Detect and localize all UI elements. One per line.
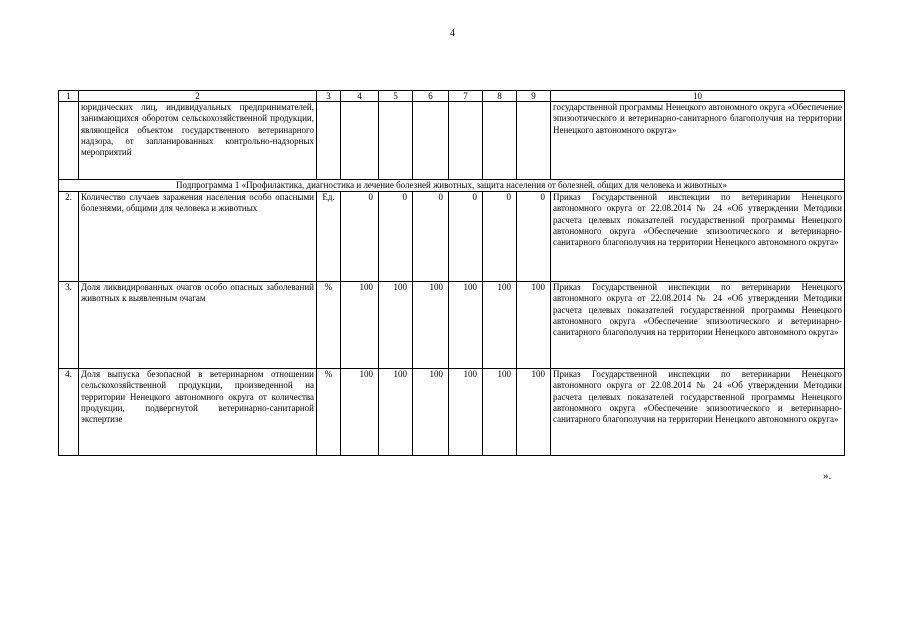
indicator-name: юридических лиц, индивидуальных предпринимателей, занимающихся оборотом сельскохозяйственной продукции, являющейся объектом государственного ветеринарного надзора, от запланированных контрольно-надзорных мероприятий bbox=[79, 102, 317, 180]
subprogram-title: Подпрограмма 1 «Профилактика, диагностика и лечение болезней животных, защита населения от болезней, общих для человека и животных» bbox=[59, 180, 845, 192]
value-col8: 100 bbox=[483, 282, 517, 369]
value-col8: 0 bbox=[483, 192, 517, 282]
col-header-10: 10 bbox=[551, 91, 845, 102]
indicator-source: государственной программы Ненецкого автономного округа «Обеспечение эпизоотического и ветеринарно-санитарного благополучия на территории Ненецкого автономного округа» bbox=[551, 102, 845, 180]
col-header-6: 6 bbox=[413, 91, 449, 102]
col-header-1: 1 bbox=[59, 91, 79, 102]
row-number: 2. bbox=[59, 192, 79, 282]
column-numbers-row bbox=[59, 91, 845, 102]
value-col5: 0 bbox=[379, 192, 413, 282]
value-col7: 100 bbox=[449, 369, 483, 456]
indicator-name: Доля выпуска безопасной в ветеринарном отношении сельскохозяйственной продукции, произведенной на территории Ненецкого автономного округа от количества продукции, подвергнутой ветеринарно-санитарной экспертизе bbox=[79, 369, 317, 456]
col-header-7: 7 bbox=[449, 91, 483, 102]
col-header-8: 8 bbox=[483, 91, 517, 102]
row-number: 4. bbox=[59, 369, 79, 456]
value-col7: 0 bbox=[449, 192, 483, 282]
value-col8: 100 bbox=[483, 369, 517, 456]
indicator-source: Приказ Государственной инспекции по ветеринарии Ненецкого автономного округа от 22.08.2014 № 24 «Об утверждении Методики расчета целевых показателей государственной программы Ненецкого автономного округа «Обеспечение эпизоотического и ветеринарно-санитарного благополучия на территории Ненецкого автономного округа» bbox=[551, 369, 845, 456]
indicator-name: Количество случаев заражения населения особо опасными болезнями, общими для человека и животных bbox=[79, 192, 317, 282]
unit: % bbox=[317, 369, 341, 456]
col-header-9: 9 bbox=[517, 91, 551, 102]
table-row bbox=[59, 282, 845, 369]
page-number: 4 bbox=[450, 28, 455, 39]
subprogram-row bbox=[59, 180, 845, 192]
col-header-2: 2 bbox=[79, 91, 317, 102]
value-col5: 100 bbox=[379, 369, 413, 456]
value-col9: 100 bbox=[517, 369, 551, 456]
indicator-source: Приказ Государственной инспекции по ветеринарии Ненецкого автономного округа от 22.08.2014 № 24 «Об утверждении Методики расчета целевых показателей государственной программы Ненецкого автономного округа «Обеспечение эпизоотического и ветеринарно-санитарного благополучия на территории Ненецкого автономного округа» bbox=[551, 192, 845, 282]
table-row bbox=[59, 369, 845, 456]
unit: % bbox=[317, 282, 341, 369]
value-col9: 100 bbox=[517, 282, 551, 369]
table-row bbox=[59, 192, 845, 282]
value-col6: 0 bbox=[413, 192, 449, 282]
indicators-table bbox=[58, 90, 845, 456]
table-row-continued bbox=[59, 102, 845, 180]
value-col7: 100 bbox=[449, 282, 483, 369]
row-number: 3. bbox=[59, 282, 79, 369]
value-col4: 100 bbox=[341, 282, 379, 369]
value-col6: 100 bbox=[413, 369, 449, 456]
unit: Ед. bbox=[317, 192, 341, 282]
col-header-5: 5 bbox=[379, 91, 413, 102]
value-col4: 100 bbox=[341, 369, 379, 456]
indicator-source: Приказ Государственной инспекции по ветеринарии Ненецкого автономного округа от 22.08.2014 № 24 «Об утверждении Методики расчета целевых показателей государственной программы Ненецкого автономного округа «Обеспечение эпизоотического и ветеринарно-санитарного благополучия на территории Ненецкого автономного округа» bbox=[551, 282, 845, 369]
value-col6: 100 bbox=[413, 282, 449, 369]
value-col4: 0 bbox=[341, 192, 379, 282]
value-col9: 0 bbox=[517, 192, 551, 282]
closing-quote: ». bbox=[823, 470, 832, 482]
col-header-4: 4 bbox=[341, 91, 379, 102]
indicator-name: Доля ликвидированных очагов особо опасных заболеваний животных к выявленным очагам bbox=[79, 282, 317, 369]
col-header-3: 3 bbox=[317, 91, 341, 102]
value-col5: 100 bbox=[379, 282, 413, 369]
